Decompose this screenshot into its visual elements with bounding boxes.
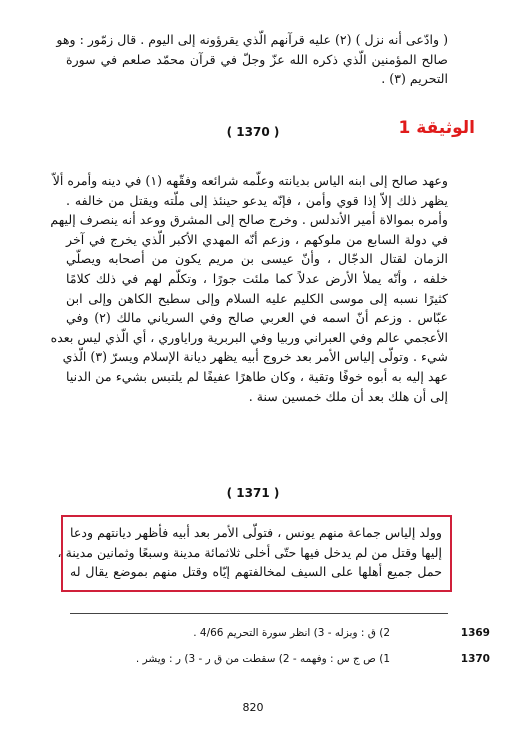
- text-line: عبّاس . وزعم أنّ اسمه في العربي صالح وفي السرياني مالك (٢) وفي: [66, 310, 448, 326]
- footnote-1370: [60, 653, 490, 669]
- text-line: الزمان لقتال الدجّال ، وأنّ عيسى بن مريم يكون من أصحابه ويصلّي: [66, 251, 448, 267]
- text-line: وولد إلياس جماعة منهم يونس ، فتولّى الأمر بعد أبيه فأظهر ديانتهم ودعا: [70, 525, 442, 540]
- text-line: التحريم (٣) .: [381, 71, 448, 87]
- text-line: الأعجمي عالم وفي العبراني وربيا وفي البربرية وراياوري ، أي الّذي ليس بعده: [50, 329, 448, 345]
- top-paragraph: [56, 30, 448, 89]
- text-line: يظهر ذلك إلاّ إذا قوي وأمن ، فإنّه يدعو حينئذ إلى ملّته ويقتل من خالفه .: [66, 192, 448, 208]
- page-number: 820: [242, 701, 264, 714]
- text-line: ( وادّعى أنه نزل ) (٢) عليه قرآنهم الّذي يقرؤونه إلى اليوم . قال زمّور : وهو: [56, 32, 448, 47]
- section-number-1371: ( 1371 ): [226, 486, 280, 500]
- text-line: إلى أن هلك بعد أن ملك خمسين سنة .: [248, 388, 448, 404]
- footnote-text: 2) ق : وبزله - 3) انظر سورة التحريم 4/66 .: [193, 627, 390, 639]
- footnote-number: 1369: [460, 627, 490, 639]
- text-line: شيء . وتولّى إلياس الأمر بعد خروج أبيه يظهر ديانة الإسلام ويسرّ (٣) الّذي: [62, 349, 448, 365]
- footnote-1369: [60, 627, 490, 643]
- footnote-text: 1) ص ج س : وفهمه - 2) سقطت من ق ر - 3) ر : ويشر .: [135, 653, 390, 665]
- text-line: حمل جميع أهلها على السيف لمخالفتهم إيّاه وقتل منهم بموضع يقال له: [70, 564, 442, 580]
- text-line: عهد إليه به أبوه خوفًا وتقية ، وكان طاهرًا عفيفًا لم يلتبس بشيء من الدنيا: [66, 368, 448, 384]
- document-label: الوثيقة 1: [398, 118, 475, 138]
- main-paragraph: [50, 171, 448, 406]
- footnote-number: 1370: [460, 653, 490, 665]
- text-line: وعهد صالح إلى ابنه الياس بديانته وعلّمه شرائعه وفقّهه (١) في دينه وأمره ألاّ: [52, 173, 448, 188]
- text-line: وأمره بموالاة أمير الأندلس . وخرج صالح إلى المشرق ووعد أنه ينصرف إليهم: [50, 212, 448, 228]
- text-line: كثيرًا نسبه إلى موسى الكليم عليه السلام وإلى سطيح الكاهن وإلى ابن: [66, 290, 448, 306]
- section-number-1370: ( 1370 ): [226, 125, 280, 139]
- text-line: خلفه ، وأنّه يملأ الأرض عدلاً كما ملئت جورًا ، وتكلّم لهم في ذلك كلامًا: [66, 270, 448, 286]
- text-line: إليها وقتل من لم يدخل فيها حتّى أخلى ثلاثمائة مدينة وسبعًا وثمانين مدينة ،: [57, 544, 442, 560]
- text-line: في دولة السابع من ملوكهم ، وزعم أنّه المهدي الأكبر الّذي يخرج في آخر: [66, 231, 448, 247]
- text-line: صالح المؤمنين الّذي ذكره الله عزّ وجلّ في قرآن محمّد صلعم في سورة: [66, 51, 448, 67]
- boxed-paragraph: [57, 523, 442, 582]
- footnote-divider: [70, 613, 448, 614]
